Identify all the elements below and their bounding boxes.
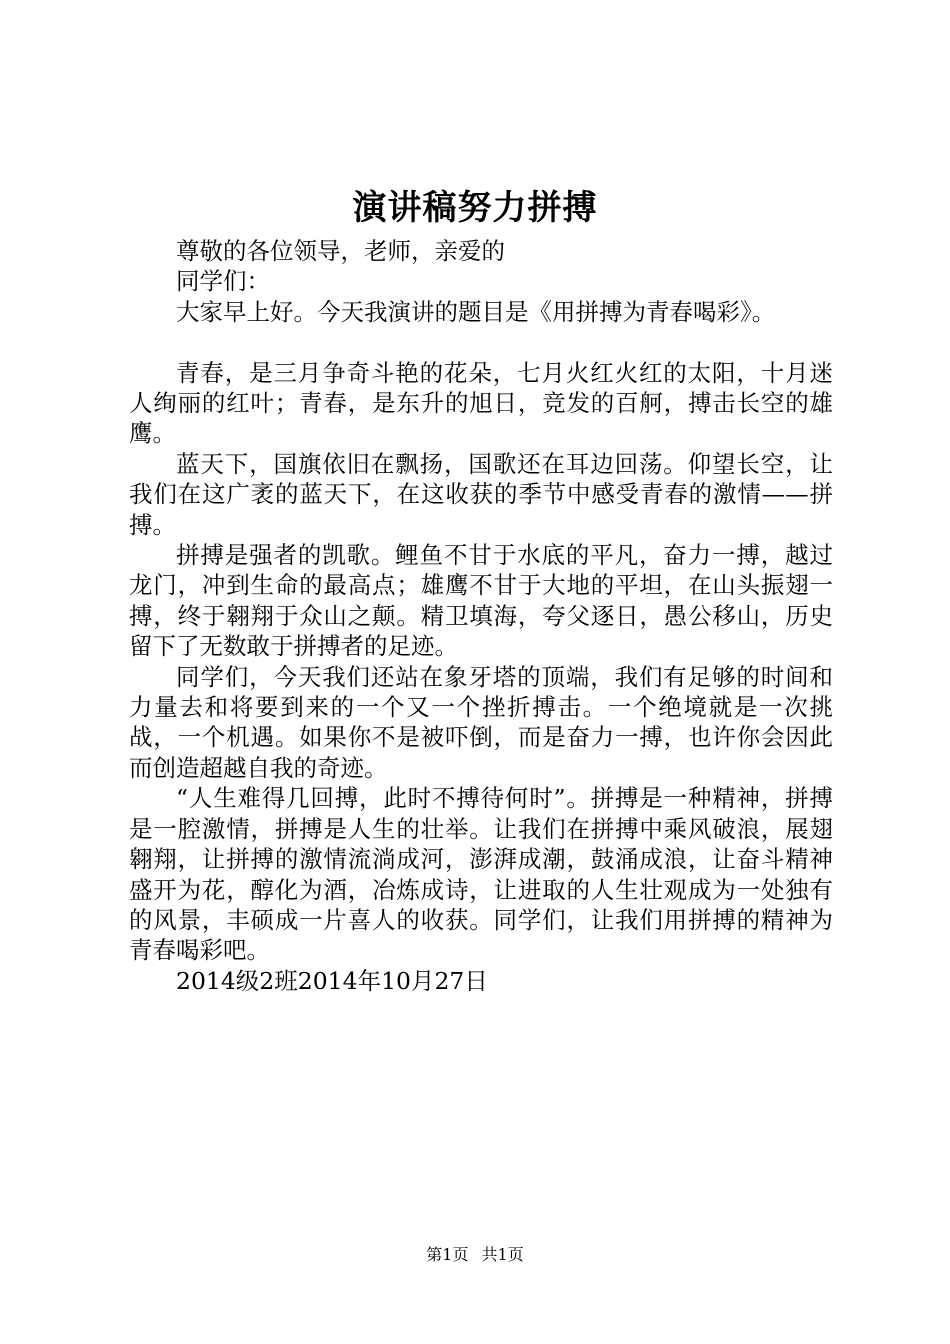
body-paragraph: 青春，是三月争奇斗艳的花朵，七月火红火红的太阳，十月迷人绚丽的红叶；青春，是东升的旭日，竞发的百舸，搏击长空的雄鹰。 — [129, 358, 833, 448]
salutation-line-2: 同学们： — [176, 267, 270, 296]
signature-date: 2014级2班2014年10月27日 — [176, 966, 488, 995]
body-paragraph: 同学们，今天我们还站在象牙塔的顶端，我们有足够的时间和力量去和将要到来的一个又一个挫折搏击。一个绝境就是一次挑战，一个机遇。如果你不是被吓倒，而是奋力一搏，也许你会因此而创造超越自我的奇迹。 — [129, 662, 833, 782]
body-paragraph: “人生难得几回搏，此时不搏待何时”。拼搏是一种精神，拼搏是一腔激情，拼搏是人生的壮举。让我们在拼搏中乘风破浪，展翅翱翔，让拼搏的激情流淌成河，澎湃成潮，鼓涌成浪，让奋斗精神盛开为花，醇化为酒，冶炼成诗，让进取的人生壮观成为一处独有的风景，丰硕成一片喜人的收获。同学们，让我们用拼搏的精神为青春喝彩吧。 — [129, 784, 833, 965]
page-total: 共1页 — [481, 1245, 524, 1264]
opening-paragraph: 大家早上好。今天我演讲的题目是《用拼搏为青春喝彩》。 — [176, 297, 776, 326]
document-body — [129, 236, 833, 996]
page-number: 第1页 — [426, 1245, 469, 1264]
salutation-line-1: 尊敬的各位领导，老师，亲爱的 — [176, 237, 505, 265]
body-paragraph: 拼搏是强者的凯歌。鲤鱼不甘于水底的平凡，奋力一搏，越过龙门，冲到生命的最高点；雄鹰不甘于大地的平坦，在山头振翅一搏，终于翱翔于众山之颠。精卫填海，夸父逐日，愚公移山，历史留下了无数敢于拼搏者的足迹。 — [129, 541, 833, 661]
document-title: 演讲稿努力拼搏 — [352, 188, 598, 228]
page-footer — [0, 1243, 950, 1267]
body-paragraph: 蓝天下，国旗依旧在飘扬，国歌还在耳边回荡。仰望长空，让我们在这广袤的蓝天下，在这收获的季节中感受青春的激情——拼搏。 — [129, 449, 833, 539]
